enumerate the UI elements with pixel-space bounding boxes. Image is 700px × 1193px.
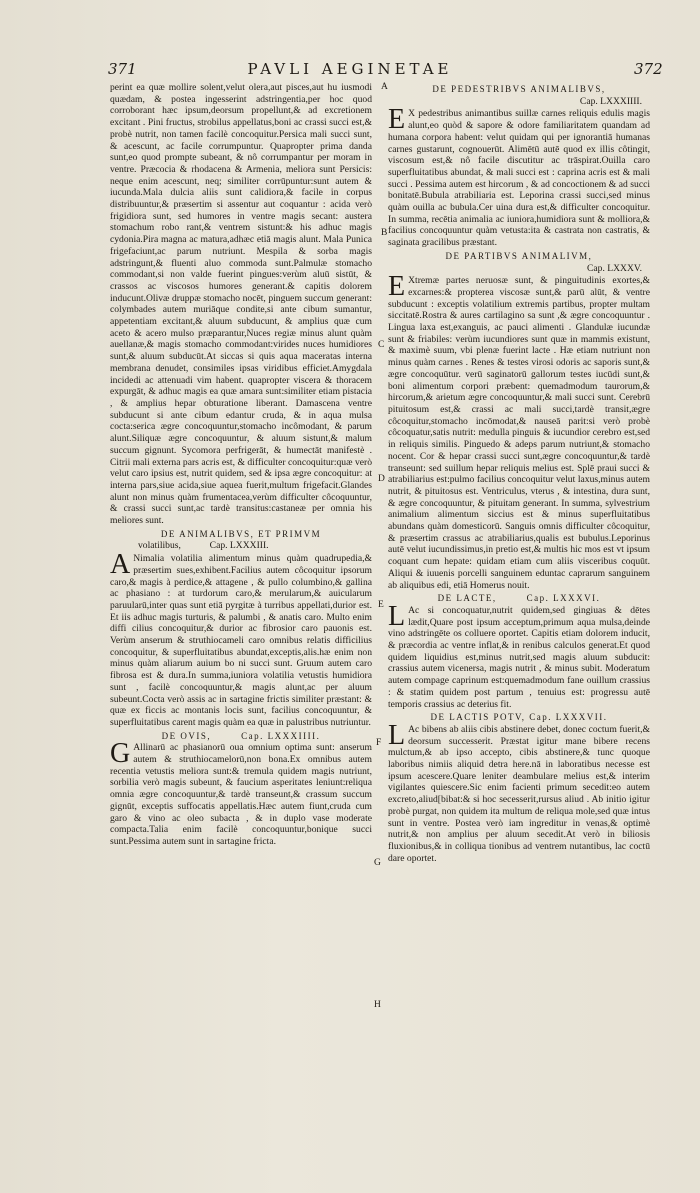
page-number-right: 372: [634, 60, 663, 78]
margin-letter: G: [374, 858, 381, 868]
paragraph: E X pedestribus animantibus suillæ carnes reliquis edulis magis alunt,eo quòd & sapore & odore familiaritatem quandam ad humana corpora habent: velut quidam qui per ignorantiā humanas carnes gustarunt, cognouerūt. Alimētū autē quod ex illis côtingit, viscosum est,& nô facile discutitur ac trāspirat.Ouilla caro superfluitatibus abundat, & mali succi est : caprina acris est & mali succi . Pessima autem est hircorum , & ad concoctionem & ad succi bonitatē.Bubula atrabiliaria est. Leporina crassi succi,sed minus quàm ouilla ac bubula.Cer uina dura est,& difficulter concoquitur. In summa, recētia animalia ac iuniora,humidiora sunt & molliora,& facilius concoquuntur quàm vetusta:ita & castrata non castratis, & saginata gracilibus præstant.: [388, 104, 650, 249]
margin-letter: E: [378, 600, 384, 610]
drop-cap: A: [110, 549, 131, 581]
left-column: [110, 82, 372, 848]
paragraph: L Ac bibens ab aliis cibis abstinere debet, donec coctum fuerit,& deorsum successerit. Præstat igitur mane bibere recens mulctum,& ab ipso accepto, cibis abstinere,& tunc quoque laboribus nimiis aliquid detra here.nā in laboratibus necesse est ipsum acescere.Quare leniter deambulare melius est,& interim vigilantes quiescere.Sic enim facienti primum secedit:eo autem excreto,aliud[bibat:& si hoc secesserit,rursus aliud . Ab initio igitur probè purgat, non quidem ita multum de reliqua mole,sed quæ intus sunt in ventre. Postea verò iam ingreditur in venas,& optimè nutrit,& non amplius per aluum secedit.At verò in biliosis fluxionibus,& in colliqua tionibus ad ventrem nutantibus, lac coctū dare oportet.: [388, 719, 650, 864]
section-heading: DE OVIS, Cap. LXXXIIII.: [161, 730, 321, 741]
paragraph: L Ac si concoquatur,nutrit quidem,sed gingiuas & dētes lædit,Quare post ipsum acceptum,primum aqua mulsa,deinde vino adstringēte os colluere oportet. Capitis etiam dolorem inducit, & præcordia ac ventre inflat,& in renibus calculos generat.Et quod quidem liquidius est,minus nutrit,sed magis aluum subducit: crassius autem vicenersa, magis nutrit , & minus subit. Moderatum autem compage caprinum est:quemadmodum fane ouillum crassius : & statim quidem post partum , tenuius est: progressu autē temporis crassius ac deterius fit.: [388, 600, 650, 710]
section-heading: DE PARTIBVS ANIMALIVM,: [445, 250, 593, 261]
drop-cap: L: [388, 719, 406, 751]
chapter-number: volatilibus, Cap. LXXXIII.: [138, 540, 269, 552]
section-heading: DE LACTE, Cap. LXXXVI.: [437, 593, 601, 604]
running-head: [0, 60, 700, 82]
right-column: [388, 82, 650, 864]
margin-letter: F: [376, 738, 382, 748]
drop-cap: G: [110, 738, 131, 770]
margin-letter: C: [378, 340, 385, 350]
section-heading: DE LACTIS POTV, Cap. LXXXVII.: [430, 712, 608, 723]
paragraph: A Nimalia volatilia alimentum minus quàm quadrupedia,& præsertim sues,exhibent.Facilius autem côcoquitur ipsorum caro,& magis à perdice,& attagene , & pullo columbino,& gallina ac phasiano : at turdorum caro,& merularum,& auicularum paruularū,inter quas sunt etiā pyrgitæ à turribus appellati,durior est. Et iis adhuc magis turturis, & palumbi , & anatis caro. Multo enim diffi cilius concoquitur,& durior ac fibrosior caro pauonis est. Verùm anserum & struthiocameli caro omnibus relatis difficilius concoquitur, & superfluitatibus abundat,exceptis,alis.hæ enim non minus quàm aliarum auium bo ni succi sunt. Gruum autem caro fibrosa est & dura.In summa,iuniora volatilia vetustis humidiora sunt , facilè concoquuntur,& magis alunt,ac per aluum subeunt.Cocta verò assis ac in sartagine frictis similiter præstant: & quæ ex ficcis ac montanis locis sunt, facilius concoquuntur, & superfluitatibus carent magis quàm ea quæ in palustribus nutriuntur.: [110, 549, 372, 728]
section-heading: DE PEDESTRIBVS ANIMALIBVS,: [432, 84, 606, 94]
paragraph: perint ea quæ mollire solent,velut olera,aut pisces,aut hu iusmodi quædam, & postea ingesserint adstringentia,per hoc quod corroborant hæc ipsum,deorsum propellunt,& ad excretionem excitant . Pini fructus, strobilus appellatus,boni ac crassi succi est,& probè nutrit, non tamen facilè concoquitur.Persica mali succi sunt, & acescunt, ac facile corrumpuntur. Quapropter prima danda sunt,eo quod prompte subeant, & nô corrumpantur per moram in ventre. Præcocia & rhodacena & Armenia, meliora sunt Persicis: neque enim acescunt, neq; similiter corrūpuntur:sunt autem & iucunda.Mala dulcia aliis sunt calidiora,& facile in corpus distribuuntur,& præsertim si assentur aut coquantur : acida verò frigidiora sunt, sed humores in ventre magis secant: austera stomachum robo rant,& ventrem sistunt:& his adhuc magis cydonia.Pira magna ac matura,adhæc etiā magis alunt. Mala Punica frigefaciunt,ac parum nutriunt. Mespila & sorba magis adstringunt,& fluenti aluo commoda sunt.Palmulæ stomacho commodant,si non valde fuerint pingues:verùm aluū sistūt, & crassos ac viscosos humores generant.& capitis dolorem inducunt.Olivæ druppæ stomacho nocēt, pinguem succum generant: colymbades autem muriāque condite,si ante cibum sumantur, appetentiam excitant,& aluum subducunt, & amplius quæ cum aceto & acero mulso præparantur,Nuces regiæ minus alunt quàm auellanæ,& magis stomacho commodant:virides nuces humidiores sunt,& aluum subducūt.At siccas si quis aqua maceratas interna membrana denudet, consimiles ipsas viridibus efficiet.Amygdala incidedi ac attenuadi vim habent. quapropter viscera & thoracem expurgāt, & adhuc magis ea quæ amara sunt:similiter etiam pistacia , & amplius hepar obturatione liberant. Damascena ventre subducunt si ante cibum edantur cruda, & in aqua mulsa cocta:serica ægre concoquuntur,stomacho incômodant, & parum alunt.Siliquæ ægre concoquuntur, & aluum sistunt,& malum succum gignunt. Sycomora perfrigerāt, & humectāt manifestè . Citrii mali externa pars acris est, & difficulter concoquitur:quæ verò velut caro ipsius est, nutrit quidem, sed & ipsa ægre concoquitur: at interna pars,siue acida,siue aquea fuerit,multum frigefacit.Glandes alunt non minus quàm frumentacea,verùm difficulter côcoquuntur, & crassi succi sunt,ac tardè transitus:castaneæ per omnia his meliores sunt.: [110, 82, 372, 527]
chapter-number: Cap. LXXXIIII.: [579, 95, 642, 107]
page-number-left: 371: [108, 60, 137, 78]
drop-cap: E: [388, 104, 406, 136]
paragraph: E Xtremæ partes neruosæ sunt, & pinguitudinis exortes,& excarnes:& propterea viscosæ sunt,& parū alūt, & ventre subducunt : exceptis volatilium extremis partibus, propter multam siccitatē.Rostra & aures cartilagino sa sunt ,& ægre concoquuntur . Lingua laxa est,exanguis, ac pauci alimenti . Glandulæ iucundæ sunt & friabiles: verùm iucundiores sunt quæ in mammis existunt, & maximè suum, vbi plenæ fuerint lacte . Hæ etiam nutriunt non minus quàm carnes . Renes & testes virosi odoris ac saporis sunt,& ægre concoquūtur. verū saginatorū gallorum testes iucūdi sunt,& boni alimentum corpori præbent: quemadmodum taurorum,& hircorum,& arietum ægre concoquuntur,& mali succi sunt. Cerebrū pituitosum est,& crassi ac mali succi,tardè transit,ægre côcoquitur,stomacho incōmodat,& nauseā parit:si verò probè côcoquatur,satis nutrit: medulla pinguis & iucundior cerebro est,sed in reliquis similis. Pinguedo & adeps parum nutriunt,& stomacho nocent. Cor & hepar crassi succi sunt,ægre concoquuntur,& tardè transeunt: sed suillum hepar reliquis melius est. Splē praui succi & atrabiliarius est:pulmo facilius concoquitur velut laxus,minus autem nutrit, & pituitosus est. Ventriculus, vterus , & intestina, dura sunt, & ægre concoquuntur, & pituitam generant. In summa, sylvestrium animalium alimentum siccius est & minus superfluitatibus abundans quàm domesticorū. Sanguis omnis difficulter côcoquitur, & præsertim crassus ac atrabiliarius,qualis est bubulus.Leporinus autē velut iucundissimus,in pretio est,& multis hic mos est vt ipsum coquant cum hepate: quidam etiam cum aliis visceribus coquūt. Aliqui & iuuenis porcelli sanguinem eduntac caprarum sanguinem ab aliquibus edi, etiā Homerus nouit.: [388, 271, 650, 591]
paragraph: G Allinarū ac phasianorū oua omnium optima sunt: anserum autem & struthiocamelorū,non bona.Ex omnibus autem recentia vetustis meliora sunt:& tremula quidem magis nutriunt, sorbilia verò magis subeunt, & faucium asperitates leniunt:reliqua omnia ægre concoquuntur,& tardè transeunt,& crassum succum gignūt, exceptis suffocatis appellatis.Hæc autem fiunt,cruda cum garo & vino ac oleo subacta , & in duplo vase moderate compacta.Talia enim facilè concoquuntur,bonique succi sunt.Pessima autem sunt in sartagine fricta.: [110, 738, 372, 847]
margin-letter: H: [374, 1000, 381, 1010]
drop-cap: E: [388, 271, 406, 303]
section-heading: DE ANIMALIBVS, ET PRIMVM: [160, 528, 322, 539]
running-title: PAVLI AEGINETAE: [247, 60, 453, 78]
drop-cap: L: [388, 600, 406, 632]
chapter-number: Cap. LXXXV.: [587, 262, 642, 274]
margin-letter: D: [378, 474, 385, 484]
margin-letter: A: [381, 82, 388, 92]
margin-letter: B: [381, 228, 388, 238]
